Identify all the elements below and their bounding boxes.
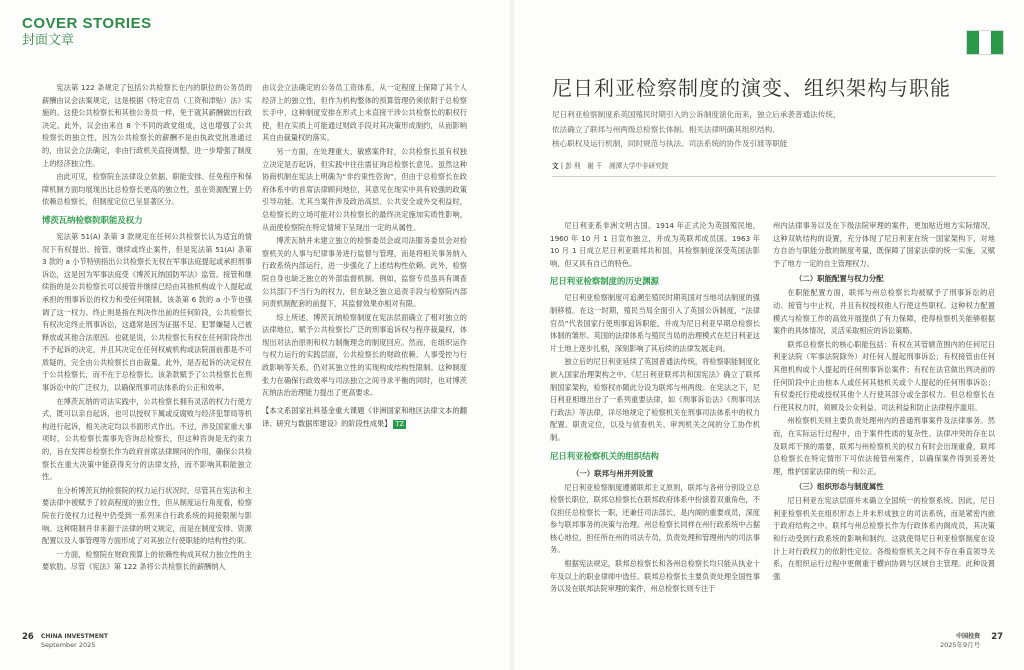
paragraph: 独立后的尼日利亚延续了英国普通法传统，将检察职能制度化嵌入国家治理架构之中。《尼日利亚联邦共和国宪法》确立了联邦制国家架构，检察权亦随此分设为联邦与州两级。在宪法之下，尼日利亚相继出台了一系列重要法律，如《刑事诉讼法》《刑事司法行政法》等法律，详尽地规定了检察机关在刑事司法体系中的权力配置、职责定位，以及与侦查机关、审判机关之间的分工协作机制。 bbox=[550, 357, 760, 442]
footer-magazine bbox=[41, 633, 108, 649]
magazine-name: 中国投资 bbox=[956, 633, 981, 640]
paragraph: 尼日利亚在宪法层面并未确立全国统一的检察系统。因此，尼日利亚检察机关在组织形态上并未形成独立的司法系统，而是紧密内嵌于政府结构之中。联邦与州总检察长作为行政体系内阁成员，其决策和行动受到行政系统的影响和制约。这就使得尼日利亚检察制度在设计上对行政权力的依附性定位。各级检察机关之间不存在垂直领导关系，在组织运行过程中更侧重于横向协调与区域自主管理。此种设置强 bbox=[773, 496, 995, 581]
paragraph: 由此可见，检察院在法律设立依据、职能安排、任免程序和保障机制方面均展现出比总检察长更高的独立性，虽在资源配置上仍依赖总检察长，但制度定位已呈显著区分。 bbox=[42, 172, 252, 207]
section-heading: 尼日利亚检察制度的历史渊源 bbox=[550, 276, 659, 287]
byline-authors: 彭 利 谢 千 湘潭大学中非研究院 bbox=[565, 162, 669, 170]
paragraph: 在分析博茨瓦纳检察院的权力运行状况时，尽管其在宪法和主要法律中被赋予了较高程度的独立性，但从制度运行角度看，检察院在行使权力过程中仍受到一系列来自行政系统的间接限制与影响。这种限制并非来源于法律的明文规定，而是在制度安排、资源配置以及人事管理等方面形成了对其独立行使职能的结构性约束。 bbox=[42, 485, 252, 546]
paragraph: 尼日利亚系非洲文明古国。1914 年正式沦为英国殖民地，1960 年 10 月 1 日宣布独立，并成为英联邦成员国。1963 年 10 月 1 日成立尼日利亚联邦共和国，其检察制度深受英国法影响，但又具有自己的特色。 bbox=[550, 221, 760, 268]
lead-line: 尼日利亚检察制度系英国殖民时期引入的公诉制度演化而来，独立后承袭普通法传统， bbox=[552, 110, 841, 119]
paragraph: 在职能配置方面，联邦与州总检察长均被赋予了刑事诉讼的启动、接管与中止权，并且有权授权他人行使这些职权。这种权力配置模式与检察工作的高效开展提供了有力保障，使得检察机关能够根据案件的具体情况，灵活采取相应的诉讼策略。 bbox=[773, 288, 995, 336]
footer-left bbox=[22, 633, 108, 649]
subsection-heading: （二）职能配置与权力分配 bbox=[795, 274, 884, 284]
paragraph: 博茨瓦纳并未建立独立的检察委员会或司法服务委员会对检察机关的人事与纪律事务进行监督与管理，而是将相关事务纳入行政系统内部运行，进一步强化了上述结构性依赖。此外，检察院自身也缺乏独立的外部监督机制。例如，监察专员虽具有调查公共部门不当行为的权力，但在缺乏独立追责手段与检察院内部问责机制配套的前提下，其监督效果亦相对有限。 bbox=[262, 236, 467, 309]
byline bbox=[552, 160, 668, 170]
paragraph: 州检察机关则主要负责处理州内的普通刑事案件及法律事务。然而，在实际运行过程中，由于案件性质的复杂性、法律冲突的存在以及联邦干预的需要，联邦与州检察机关的权力有时会出现重叠，联邦总检察长在特定情形下可依法接管州案件，以确保案件得到妥善处理，维护国家法律的统一和公正。 bbox=[773, 416, 995, 476]
section-heading: 博茨瓦纳检察院职能及权力 bbox=[42, 214, 143, 225]
end-mark: TZ bbox=[395, 419, 405, 428]
paragraph: 联邦总检察长的核心职能包括：有权在其管辖范围内的任何尼日利亚法院（军事法院除外）对任何人提起刑事诉讼；有权接管由任何其他机构或个人提起的任何刑事诉讼案件；有权在法官做出判决前的任何阶段中止由他本人或任何其他机关或个人提起的任何刑事诉讼；有权委托行使或授权其他个人行使其部分或全部权力。但总检察长在行使其权力时，须顾及公众利益、司法利益和防止法律程序滥用。 bbox=[773, 339, 995, 412]
right-column-1 bbox=[550, 220, 760, 597]
subsection-heading: （一）联邦与州并列设置 bbox=[572, 468, 654, 478]
paragraph: 宪法第 51(A) 条第 3 款规定在任何公共检察长认为适宜的情况下有权提出、接管、继续或终止案件，但是宪法第 51(A) 条第 3 款的 a 小节特别指出公共检察长无权在军事法庭提起或承担刑事诉讼，这是因为军事法庭受《博茨瓦纳国防军法》监管。接管和继续指的是公共检察长可以接管并继续已经由其他机构或个人提起或承担的刑事诉讼的权力和受任何限制。该条第 6 款的 a 小节也强调了这一权力。终止则是指在判决作出前的任何阶段，公共检察长有权决定终止刑事诉讼，这通常是因为证据不足、犯罪嫌疑人已被释放或其他合法原因。也就是说，公共检察长有权在任何阶段作出不予起诉的决定，并且其决定在任何权威机构或法院面前都是不可质疑的，完全由公共检察长自由裁量。此外，是否起诉的决定权在于公共检察长，而不在于总检察长。该条款赋予了公共检察长在刑事诉讼中的广泛权力，以确保刑事司法体系的公正和效率。 bbox=[42, 231, 252, 393]
magazine-name: CHINA INVESTMENT bbox=[40, 633, 108, 640]
issue-date: September 2025 bbox=[40, 641, 96, 649]
left-column-1 bbox=[42, 82, 252, 575]
paragraph: 一方面，检察院在财政预算上的依赖性构成其权力独立性的主要软肋。尽管《宪法》第 122 条将公共检察长的薪酬纳入 bbox=[42, 549, 252, 572]
footer-magazine bbox=[940, 633, 980, 649]
funding-note bbox=[262, 405, 467, 431]
article-title: 尼日利亚检察制度的演变、组织架构与职能 bbox=[552, 76, 951, 100]
subsection-heading: （三）组织形态与制度属性 bbox=[795, 482, 884, 492]
left-column-2 bbox=[262, 82, 467, 431]
right-column-2 bbox=[773, 220, 995, 584]
page-number: 27 bbox=[991, 632, 1004, 642]
divider bbox=[552, 176, 996, 177]
nigeria-flag-icon bbox=[966, 30, 1004, 55]
lead-line: 核心职权及运行机制，同时规范与执法、司法系统的协作及引渡等职能 bbox=[552, 139, 788, 148]
paragraph: 尼日利亚检察制度遵循联邦主义原则，联邦与各州分别设立总检察长职位，联邦总检察长在联邦政府体系中扮演着双重角色，不仅担任总检察长一职，还兼任司法部长，是内阁的重要成员，深度参与联邦事务的决策与治理。州总检察长同样在州行政系统中占据核心地位，担任所在州的司法专员，负责处理和管理州内的司法事务。 bbox=[550, 482, 760, 555]
page-number: 26 bbox=[22, 632, 34, 642]
section-title-en: COVER STORIES bbox=[22, 15, 152, 32]
paragraph: 州内法律事务以及在下级法院审理的案件，更加贴近地方实际情况，这种双轨结构的设置，充分体现了尼日利亚在统一国家架构下，对地方自治与职能分散的制度考量，既保障了国家法律的统一实施，又赋予了地方一定的自主管理权力。 bbox=[773, 221, 995, 268]
footer-right bbox=[940, 633, 1003, 649]
paragraph: 另一方面，在处理重大、敏感案件时，公共检察长虽有权独立决定是否起诉，但实践中往往需征询总检察长意见。虽然这种协商机制在宪法上明确为“非约束性咨询”，但由于总检察长在政府体系中的首席法律顾问地位，其意见在现实中具有较强的政策引导功能。尤其当案件涉及政治高层、公共安全或外交利益时，总检察长的立场可能对公共检察长的最终决定施加实质性影响，从而使检察院在特定情境下呈现出一定的从属性。 bbox=[262, 146, 467, 232]
article-lead bbox=[552, 108, 912, 152]
funding-note-text: 【本文系国家社科基金重大课题《非洲国家和地区法律文本的翻译、研究与数据库建设》的阶段性成果】 bbox=[262, 405, 467, 428]
page-gutter bbox=[510, 0, 514, 670]
byline-label: 文｜ bbox=[552, 162, 566, 170]
paragraph: 综上所述，博茨瓦纳检察制度在宪法层面确立了相对独立的法律地位，赋予公共检察长广泛的刑事追诉权与程序裁量权，体现出对法治原则和权力制衡理念的制度回应。然而，在组织运作与权力运行的实践层面，公共检察长的财政依赖、人事受控与行政影响等关系，仍对其独立性的实现构成结构性限制。这种制度张力在确保行政效率与司法独立之间寻求平衡的同时，也对博茨瓦纳法治治理能力提出了更高要求。 bbox=[262, 312, 467, 398]
section-heading: 尼日利亚检察机关的组织结构 bbox=[550, 450, 659, 461]
paragraph: 尼日利亚检察制度可追溯至殖民时期英国对当地司法制度的强制移植。在这一时期，殖民当局全面引入了英国公诉制度，“法律官员”代表国家行使刑事追诉职能，并成为尼日利亚早期总检察长体制的雏形。英国的法律体系与殖民当局的治理模式在尼日利亚这片土地上逐步扎根，深刻影响了其后续的法律发展走向。 bbox=[550, 293, 760, 353]
paragraph: 宪法第 122 条规定了包括公共检察长在内的职位的公务员的薪酬由议会法案规定，这是根据《特定官员（工资和津贴）法》实施的。这使公共检察长和其他公务员一样，免于就其薪酬做出行政决定。此外，议会由来自 8 个不同的政党组成，这也增强了公共检察长的独立性，因为公共检察长的薪酬不是由执政党批准通过的，由议会立法确定，非由行政机关直接调整，进一步增强了制度上的经济独立性。 bbox=[42, 83, 252, 168]
paragraph: 在博茨瓦纳的司法实践中，公共检察长拥有灵活的权力行使方式，既可以亲自起诉，也可以授权下属或反腐败与经济犯罪局等机构进行起诉，相关决定均以书面形式作出。不过，涉及国家重大事项时，公共检察长需事先咨询总检察长，但这种咨询是无约束力的，旨在发挥总检察长作为政府首席法律顾问的作用，确保公共检察长在重大决策中能获得充分的法律支持，而不影响其职能独立性。 bbox=[42, 396, 252, 482]
issue-date: 2025年9月号 bbox=[940, 641, 981, 649]
section-title-cn: 封面文章 bbox=[22, 33, 75, 48]
paragraph: 根据宪法规定，联邦总检察长和各州总检察长均只能从执业十年及以上的职业律师中选任。联邦总检察长主要负责处理全国性事务以及在联邦法院审理的案件，州总检察长则专注于 bbox=[550, 559, 760, 594]
paragraph: 由议会立法确定的公务员工资体系，从一定程度上保障了其个人经济上的独立性，但作为机构整体的预算管理仍须依附于总检察长手中，这种制度安排在形式上未直接干涉公共检察长的职权行使，但在实质上可能通过财政手段对其决策形成制约，从而影响其自由裁量权的落实。 bbox=[262, 83, 467, 143]
lead-line: 依法确立了联邦与州两级总检察长体制。相关法律明确其组织结构、 bbox=[552, 124, 780, 134]
section-masthead bbox=[22, 16, 152, 47]
